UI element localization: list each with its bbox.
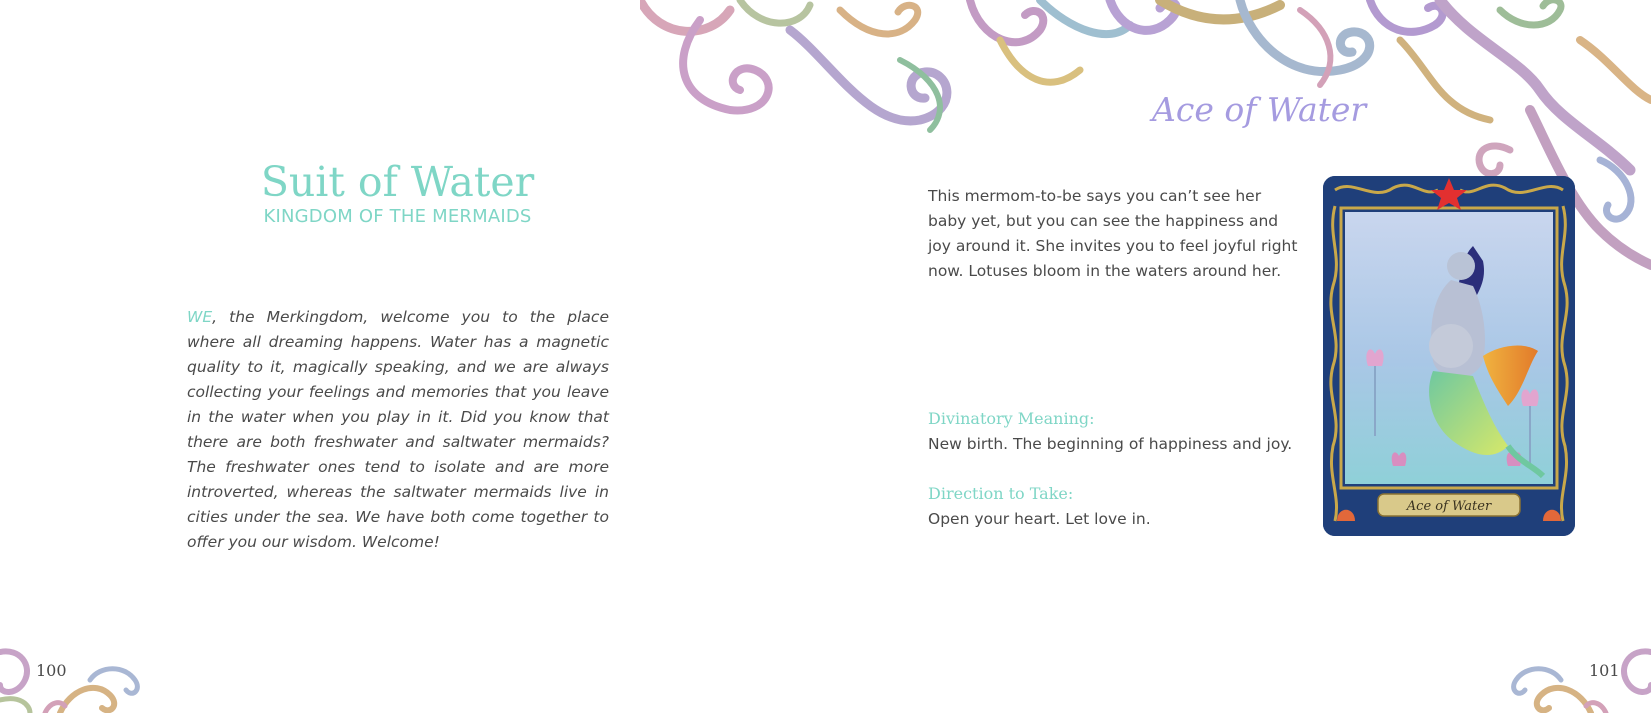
swirl-ornament-bottom-left <box>0 640 150 713</box>
page-number-left: 100 <box>36 661 67 680</box>
intro-paragraph <box>187 305 609 555</box>
direction-heading: Direction to Take: <box>928 484 1074 503</box>
card-title: Ace of Water <box>1152 90 1367 129</box>
divinatory-meaning-text: New birth. The beginning of happiness and joy. <box>928 435 1293 453</box>
card-caption: Ace of Water <box>1406 499 1492 514</box>
mermaid-illustration <box>1323 176 1575 536</box>
page-number-right: 101 <box>1589 661 1620 680</box>
intro-lead: WE <box>187 308 213 326</box>
card-description: This mermom-to-be says you can’t see her baby yet, but you can see the happiness and joy around it. She invites you to feel joyful right now. Lotuses bloom in the waters around her. <box>928 187 1298 280</box>
suit-title: Suit of Water <box>260 158 535 206</box>
direction-text: Open your heart. Let love in. <box>928 510 1151 528</box>
tarot-card <box>1323 176 1575 536</box>
divinatory-meaning-heading: Divinatory Meaning: <box>928 409 1095 428</box>
intro-body: , the Merkingdom, welcome you to the place where all dreaming happens. Water has a magnetic quality to it, magically speaking, and we are always collecting your feelings and memories that you leave in the water when you play in it. Did you know that there are both freshwater and saltwater mermaids? The freshwater ones tend to isolate and are more introverted, whereas the saltwater mermaids live in cities under the sea. We have both come together to offer you our wisdom. Welcome! <box>187 308 609 551</box>
suit-subtitle: KINGDOM OF THE MERMAIDS <box>263 206 532 227</box>
swirl-ornament-bottom-right <box>1500 640 1651 713</box>
